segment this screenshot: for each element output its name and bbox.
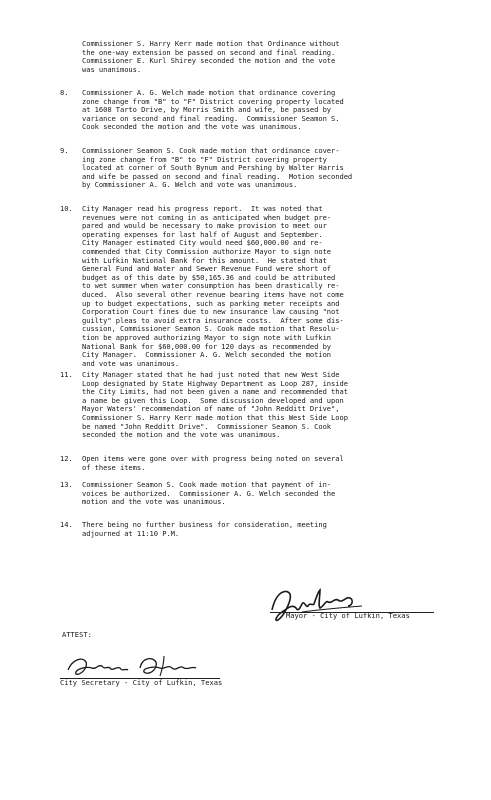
text-line: operating expenses for last half of August and September. xyxy=(82,229,323,239)
agenda-item-paragraph xyxy=(82,481,434,507)
text-line: City Manager read his progress report. It was noted that xyxy=(82,204,323,213)
text-line: ing zone change from "B" to "F" District covering property xyxy=(82,154,327,164)
text-line: pared and would be necessary to make provision to meet our xyxy=(82,221,327,231)
mayor-title: Mayor - City of Lufkin, Texas xyxy=(286,611,410,620)
secretary-title: City Secretary - City of Lufkin, Texas xyxy=(60,678,223,687)
text-line: Commissioner S. Harry Kerr made motion that this West Side Loop xyxy=(82,412,348,422)
text-line: at 1608 Tarto Drive, by Morris Smith and wife, be passed by xyxy=(82,105,332,115)
text-line: was unanimous. xyxy=(82,64,142,74)
item-number: 13. xyxy=(60,480,73,489)
text-line: to wet summer when water consumption has been drastically re- xyxy=(82,281,340,291)
text-line: of these items. xyxy=(82,462,146,472)
agenda-item-paragraph xyxy=(82,89,434,132)
text-line: Commissioner A. G. Welch made motion that ordinance covering xyxy=(82,88,336,97)
text-line: tion be approved authorizing Mayor to sign note with Lufkin xyxy=(82,332,332,342)
item-number: 8. xyxy=(60,88,69,97)
text-line: by Commissioner A. G. Welch and vote was unanimous. xyxy=(82,180,298,190)
text-line: commended that City Commission authorize Mayor to sign note xyxy=(82,246,332,256)
text-line: seconded the motion and the vote was unanimous. xyxy=(82,430,281,440)
item-number: 12. xyxy=(60,454,73,463)
text-line: Mayor Waters' recommendation of name of "John Redditt Drive", xyxy=(82,404,340,414)
intro-paragraph xyxy=(82,40,434,74)
text-line: the one-way extension be passed on second and final reading. xyxy=(82,47,336,57)
text-line: voices be authorized. Commissioner A. G. Welch seconded the xyxy=(82,488,336,498)
text-line: Commissioner S. Harry Kerr made motion that Ordinance without xyxy=(82,39,340,48)
text-line: City Manager. Commissioner A. G. Welch seconded the motion xyxy=(82,350,332,360)
text-line: with Lufkin National Bank for this amount. He stated that xyxy=(82,255,327,265)
text-line: Corporation Court fines due to new insurance law causing "not xyxy=(82,307,340,317)
text-line: City Manager stated that he had just noted that new West Side xyxy=(82,370,340,379)
text-line: Commissioner Seamon S. Cook made motion that ordinance cover- xyxy=(82,146,340,155)
text-line: cussion, Commissioner Seamon S. Cook made motion that Resolu- xyxy=(82,324,340,334)
text-line: National Bank for $60,000.00 for 120 days as recommended by xyxy=(82,341,332,351)
text-line: and wife be passed on second and final reading. Motion seconded xyxy=(82,171,353,181)
text-line: There being no further business for consideration, meeting xyxy=(82,520,327,529)
attest-label: ATTEST: xyxy=(62,630,92,639)
text-line: up to budget expectations, such as parking meter receipts and xyxy=(82,298,340,308)
agenda-item-paragraph xyxy=(82,521,434,538)
text-line: be named "John Redditt Drive". Commissioner Seamon S. Cook xyxy=(82,421,332,431)
agenda-item-paragraph xyxy=(82,455,434,472)
text-line: a name be given this Loop. Some discussion developed and upon xyxy=(82,395,344,405)
item-number: 14. xyxy=(60,520,73,529)
text-line: budget as of this date by $50,165.36 and could be attributed xyxy=(82,272,336,282)
text-line: General Fund and Water and Sewer Revenue Fund were short of xyxy=(82,264,332,274)
text-line: motion and the vote was unanimous. xyxy=(82,497,226,507)
text-line: and vote was unanimous. xyxy=(82,358,180,368)
text-line: Cook seconded the motion and the vote was unanimous. xyxy=(82,122,302,132)
text-line: Loop designated by State Highway Department as Loop 287, inside xyxy=(82,378,348,388)
text-line: guilty" pleas to avoid extra insurance costs. After some dis- xyxy=(82,315,344,325)
text-line: the City Limits, had not been given a name and recommended that xyxy=(82,387,348,397)
agenda-item-paragraph xyxy=(82,205,434,368)
text-line: located at corner of South Bynum and Pershing by Walter Harris xyxy=(82,163,344,173)
agenda-item-paragraph xyxy=(82,147,434,190)
text-line: adjourned at 11:10 P.M. xyxy=(82,528,180,538)
text-line: revenues were not coming in as anticipated when budget pre- xyxy=(82,212,332,222)
item-number: 10. xyxy=(60,204,73,213)
agenda-item-paragraph xyxy=(82,371,434,440)
text-line: Commissioner Seamon S. Cook made motion that payment of in- xyxy=(82,480,332,489)
text-line: City Manager estimated City would need $60,000.00 and re- xyxy=(82,238,323,248)
item-number: 11. xyxy=(60,370,73,379)
item-number: 9. xyxy=(60,146,69,155)
text-line: duced. Also several other revenue bearing items have not come xyxy=(82,289,344,299)
text-line: variance on second and final reading. Commissioner Seamon S. xyxy=(82,113,340,123)
text-line: zone change from "B" to "F" District covering property located xyxy=(82,96,344,106)
text-line: Open items were gone over with progress being noted on several xyxy=(82,454,344,463)
text-line: Commissioner E. Kurl Shirey seconded the motion and the vote xyxy=(82,56,336,66)
